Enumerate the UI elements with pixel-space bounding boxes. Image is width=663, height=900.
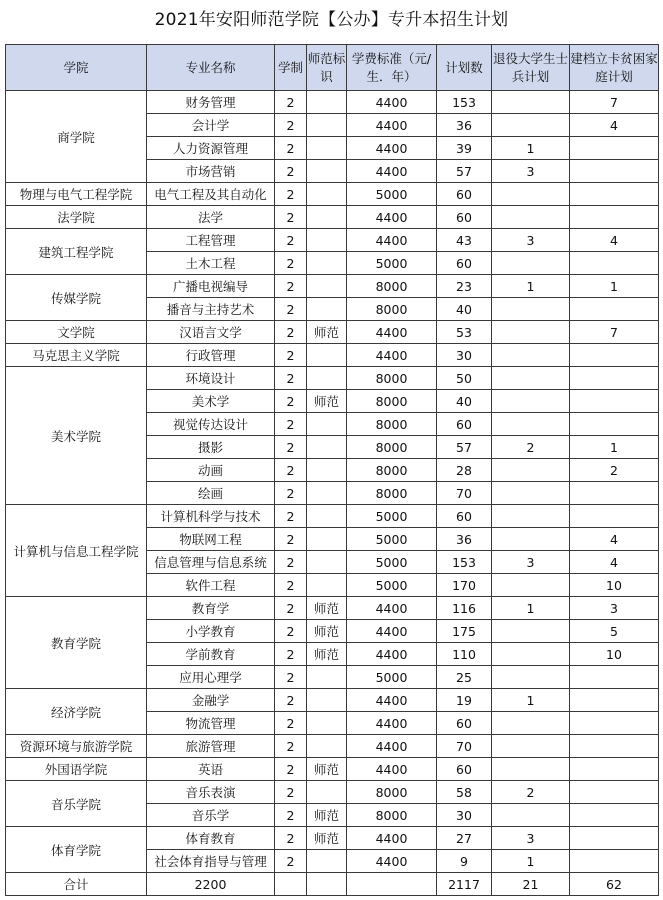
major-cell: 摄影 <box>147 436 275 459</box>
header-plan: 计划数 <box>437 45 492 91</box>
total-count: 2200 <box>147 873 275 896</box>
fee-cell: 4400 <box>347 643 437 666</box>
poor-family-plan-cell <box>570 137 659 160</box>
fee-cell: 4400 <box>347 91 437 114</box>
poor-family-plan-cell: 3 <box>570 597 659 620</box>
college-cell: 外国语学院 <box>6 758 147 781</box>
fee-cell: 5000 <box>347 666 437 689</box>
college-cell: 商学院 <box>6 91 147 183</box>
table-row <box>6 91 659 114</box>
normal-flag-cell: 师范 <box>307 390 347 413</box>
plan-cell: 57 <box>437 160 492 183</box>
college-cell: 计算机与信息工程学院 <box>6 505 147 597</box>
table-row <box>6 505 659 528</box>
years-cell: 2 <box>275 850 307 873</box>
veteran-plan-cell <box>492 735 570 758</box>
fee-cell: 4400 <box>347 712 437 735</box>
years-cell: 2 <box>275 436 307 459</box>
veteran-plan-cell <box>492 183 570 206</box>
table-row <box>6 689 659 712</box>
poor-family-plan-cell <box>570 666 659 689</box>
fee-cell: 5000 <box>347 574 437 597</box>
major-cell: 旅游管理 <box>147 735 275 758</box>
poor-family-plan-cell <box>570 206 659 229</box>
normal-flag-cell <box>307 712 347 735</box>
plan-cell: 60 <box>437 712 492 735</box>
poor-family-plan-cell <box>570 390 659 413</box>
college-cell: 美术学院 <box>6 367 147 505</box>
fee-cell: 4400 <box>347 160 437 183</box>
normal-flag-cell: 师范 <box>307 597 347 620</box>
plan-cell: 28 <box>437 459 492 482</box>
plan-cell: 40 <box>437 298 492 321</box>
major-cell: 教育学 <box>147 597 275 620</box>
poor-family-plan-cell <box>570 252 659 275</box>
fee-cell: 8000 <box>347 482 437 505</box>
veteran-plan-cell: 3 <box>492 551 570 574</box>
total-row <box>6 873 659 896</box>
college-cell: 法学院 <box>6 206 147 229</box>
normal-flag-cell <box>307 735 347 758</box>
major-cell: 电气工程及其自动化 <box>147 183 275 206</box>
major-cell: 学前教育 <box>147 643 275 666</box>
normal-flag-cell: 师范 <box>307 643 347 666</box>
veteran-plan-cell <box>492 114 570 137</box>
plan-cell: 60 <box>437 413 492 436</box>
poor-family-plan-cell <box>570 781 659 804</box>
normal-flag-cell <box>307 574 347 597</box>
fee-cell: 4400 <box>347 850 437 873</box>
poor-family-plan-cell: 1 <box>570 275 659 298</box>
poor-family-plan-cell <box>570 505 659 528</box>
years-cell: 2 <box>275 689 307 712</box>
major-cell: 软件工程 <box>147 574 275 597</box>
years-cell: 2 <box>275 275 307 298</box>
poor-family-plan-cell <box>570 482 659 505</box>
fee-cell: 8000 <box>347 436 437 459</box>
poor-family-plan-cell: 4 <box>570 114 659 137</box>
years-cell: 2 <box>275 643 307 666</box>
major-cell: 金融学 <box>147 689 275 712</box>
poor-family-plan-cell: 4 <box>570 229 659 252</box>
poor-family-plan-cell <box>570 850 659 873</box>
fee-cell: 4400 <box>347 206 437 229</box>
years-cell: 2 <box>275 620 307 643</box>
veteran-plan-cell: 1 <box>492 275 570 298</box>
veteran-plan-cell: 1 <box>492 137 570 160</box>
total-fee <box>347 873 437 896</box>
major-cell: 社会体育指导与管理 <box>147 850 275 873</box>
veteran-plan-cell <box>492 367 570 390</box>
years-cell: 2 <box>275 597 307 620</box>
veteran-plan-cell: 2 <box>492 436 570 459</box>
normal-flag-cell <box>307 413 347 436</box>
years-cell: 2 <box>275 735 307 758</box>
years-cell: 2 <box>275 321 307 344</box>
poor-family-plan-cell <box>570 735 659 758</box>
plan-cell: 40 <box>437 390 492 413</box>
years-cell: 2 <box>275 459 307 482</box>
normal-flag-cell <box>307 551 347 574</box>
veteran-plan-cell: 3 <box>492 827 570 850</box>
plan-cell: 60 <box>437 252 492 275</box>
years-cell: 2 <box>275 781 307 804</box>
veteran-plan-cell <box>492 666 570 689</box>
years-cell: 2 <box>275 804 307 827</box>
major-cell: 会计学 <box>147 114 275 137</box>
normal-flag-cell <box>307 206 347 229</box>
years-cell: 2 <box>275 229 307 252</box>
table-row <box>6 206 659 229</box>
header-normal: 师范标识 <box>307 45 347 91</box>
fee-cell: 4400 <box>347 620 437 643</box>
fee-cell: 5000 <box>347 505 437 528</box>
header-major: 专业名称 <box>147 45 275 91</box>
fee-cell: 4400 <box>347 735 437 758</box>
enrollment-table <box>5 44 659 896</box>
years-cell: 2 <box>275 160 307 183</box>
major-cell: 应用心理学 <box>147 666 275 689</box>
plan-cell: 50 <box>437 367 492 390</box>
fee-cell: 4400 <box>347 344 437 367</box>
college-cell: 教育学院 <box>6 597 147 689</box>
header-college: 学院 <box>6 45 147 91</box>
years-cell: 2 <box>275 298 307 321</box>
table-row <box>6 344 659 367</box>
college-cell: 传媒学院 <box>6 275 147 321</box>
major-cell: 物流管理 <box>147 712 275 735</box>
plan-cell: 9 <box>437 850 492 873</box>
plan-cell: 39 <box>437 137 492 160</box>
plan-cell: 60 <box>437 183 492 206</box>
years-cell: 2 <box>275 344 307 367</box>
plan-cell: 153 <box>437 551 492 574</box>
normal-flag-cell <box>307 528 347 551</box>
veteran-plan-cell: 2 <box>492 781 570 804</box>
poor-family-plan-cell: 7 <box>570 321 659 344</box>
veteran-plan-cell <box>492 91 570 114</box>
normal-flag-cell: 师范 <box>307 758 347 781</box>
major-cell: 信息管理与信息系统 <box>147 551 275 574</box>
normal-flag-cell <box>307 436 347 459</box>
fee-cell: 4400 <box>347 137 437 160</box>
plan-cell: 27 <box>437 827 492 850</box>
normal-flag-cell <box>307 459 347 482</box>
plan-cell: 30 <box>437 804 492 827</box>
plan-cell: 60 <box>437 206 492 229</box>
fee-cell: 4400 <box>347 758 437 781</box>
poor-family-plan-cell <box>570 758 659 781</box>
normal-flag-cell: 师范 <box>307 827 347 850</box>
years-cell: 2 <box>275 666 307 689</box>
normal-flag-cell <box>307 367 347 390</box>
college-cell: 马克思主义学院 <box>6 344 147 367</box>
table-row <box>6 275 659 298</box>
normal-flag-cell <box>307 275 347 298</box>
fee-cell: 8000 <box>347 781 437 804</box>
years-cell: 2 <box>275 137 307 160</box>
fee-cell: 4400 <box>347 827 437 850</box>
poor-family-plan-cell: 10 <box>570 574 659 597</box>
normal-flag-cell <box>307 689 347 712</box>
plan-cell: 70 <box>437 482 492 505</box>
veteran-plan-cell <box>492 528 570 551</box>
plan-cell: 58 <box>437 781 492 804</box>
college-cell: 建筑工程学院 <box>6 229 147 275</box>
veteran-plan-cell: 3 <box>492 160 570 183</box>
plan-cell: 57 <box>437 436 492 459</box>
college-cell: 资源环境与旅游学院 <box>6 735 147 758</box>
fee-cell: 4400 <box>347 114 437 137</box>
major-cell: 环境设计 <box>147 367 275 390</box>
major-cell: 法学 <box>147 206 275 229</box>
poor-family-plan-cell <box>570 367 659 390</box>
normal-flag-cell <box>307 666 347 689</box>
years-cell: 2 <box>275 91 307 114</box>
years-cell: 2 <box>275 574 307 597</box>
veteran-plan-cell <box>492 482 570 505</box>
major-cell: 音乐学 <box>147 804 275 827</box>
normal-flag-cell <box>307 183 347 206</box>
major-cell: 土木工程 <box>147 252 275 275</box>
plan-cell: 25 <box>437 666 492 689</box>
fee-cell: 5000 <box>347 528 437 551</box>
poor-family-plan-cell <box>570 413 659 436</box>
fee-cell: 8000 <box>347 390 437 413</box>
normal-flag-cell <box>307 850 347 873</box>
major-cell: 人力资源管理 <box>147 137 275 160</box>
years-cell: 2 <box>275 712 307 735</box>
table-body <box>6 91 659 896</box>
years-cell: 2 <box>275 482 307 505</box>
years-cell: 2 <box>275 827 307 850</box>
poor-family-plan-cell <box>570 160 659 183</box>
veteran-plan-cell: 1 <box>492 597 570 620</box>
years-cell: 2 <box>275 551 307 574</box>
college-cell: 音乐学院 <box>6 781 147 827</box>
fee-cell: 4400 <box>347 597 437 620</box>
major-cell: 播音与主持艺术 <box>147 298 275 321</box>
normal-flag-cell: 师范 <box>307 321 347 344</box>
fee-cell: 5000 <box>347 551 437 574</box>
page-title: 2021年安阳师范学院【公办】专升本招生计划 <box>154 10 509 30</box>
plan-cell: 153 <box>437 91 492 114</box>
plan-cell: 36 <box>437 114 492 137</box>
table-row <box>6 183 659 206</box>
normal-flag-cell <box>307 137 347 160</box>
table-row <box>6 827 659 850</box>
poor-family-plan-cell <box>570 344 659 367</box>
fee-cell: 5000 <box>347 183 437 206</box>
poor-family-plan-cell: 10 <box>570 643 659 666</box>
veteran-plan-cell <box>492 252 570 275</box>
years-cell: 2 <box>275 413 307 436</box>
total-plan: 2117 <box>437 873 492 896</box>
total-years <box>275 873 307 896</box>
veteran-plan-cell <box>492 344 570 367</box>
fee-cell: 8000 <box>347 275 437 298</box>
plan-cell: 116 <box>437 597 492 620</box>
total-poor: 62 <box>570 873 659 896</box>
major-cell: 汉语言文学 <box>147 321 275 344</box>
normal-flag-cell <box>307 781 347 804</box>
normal-flag-cell <box>307 91 347 114</box>
veteran-plan-cell <box>492 643 570 666</box>
header-fee: 学费标准（元/生．年） <box>347 45 437 91</box>
years-cell: 2 <box>275 206 307 229</box>
poor-family-plan-cell <box>570 827 659 850</box>
veteran-plan-cell <box>492 804 570 827</box>
plan-cell: 60 <box>437 758 492 781</box>
years-cell: 2 <box>275 252 307 275</box>
table-row <box>6 597 659 620</box>
total-veteran: 21 <box>492 873 570 896</box>
veteran-plan-cell <box>492 321 570 344</box>
major-cell: 动画 <box>147 459 275 482</box>
plan-cell: 70 <box>437 735 492 758</box>
table-row <box>6 735 659 758</box>
table-row <box>6 781 659 804</box>
fee-cell: 8000 <box>347 804 437 827</box>
table-row <box>6 229 659 252</box>
major-cell: 音乐表演 <box>147 781 275 804</box>
veteran-plan-cell <box>492 758 570 781</box>
normal-flag-cell <box>307 505 347 528</box>
plan-cell: 175 <box>437 620 492 643</box>
table-row <box>6 321 659 344</box>
years-cell: 2 <box>275 758 307 781</box>
fee-cell: 4400 <box>347 229 437 252</box>
fee-cell: 8000 <box>347 298 437 321</box>
major-cell: 广播电视编导 <box>147 275 275 298</box>
veteran-plan-cell: 1 <box>492 689 570 712</box>
poor-family-plan-cell <box>570 712 659 735</box>
major-cell: 物联网工程 <box>147 528 275 551</box>
poor-family-plan-cell <box>570 298 659 321</box>
major-cell: 体育教育 <box>147 827 275 850</box>
poor-family-plan-cell: 2 <box>570 459 659 482</box>
poor-family-plan-cell <box>570 804 659 827</box>
major-cell: 财务管理 <box>147 91 275 114</box>
veteran-plan-cell <box>492 298 570 321</box>
poor-family-plan-cell <box>570 183 659 206</box>
years-cell: 2 <box>275 183 307 206</box>
major-cell: 视觉传达设计 <box>147 413 275 436</box>
college-cell: 经济学院 <box>6 689 147 735</box>
veteran-plan-cell <box>492 206 570 229</box>
normal-flag-cell <box>307 482 347 505</box>
poor-family-plan-cell <box>570 689 659 712</box>
major-cell: 行政管理 <box>147 344 275 367</box>
veteran-plan-cell <box>492 413 570 436</box>
veteran-plan-cell: 3 <box>492 229 570 252</box>
table-row <box>6 758 659 781</box>
veteran-plan-cell <box>492 620 570 643</box>
normal-flag-cell <box>307 229 347 252</box>
years-cell: 2 <box>275 505 307 528</box>
plan-cell: 36 <box>437 528 492 551</box>
fee-cell: 4400 <box>347 689 437 712</box>
plan-cell: 170 <box>437 574 492 597</box>
fee-cell: 8000 <box>347 367 437 390</box>
veteran-plan-cell <box>492 574 570 597</box>
plan-cell: 43 <box>437 229 492 252</box>
poor-family-plan-cell: 4 <box>570 551 659 574</box>
college-cell: 体育学院 <box>6 827 147 873</box>
fee-cell: 8000 <box>347 413 437 436</box>
major-cell: 计算机科学与技术 <box>147 505 275 528</box>
header-row <box>6 45 659 91</box>
fee-cell: 4400 <box>347 321 437 344</box>
years-cell: 2 <box>275 390 307 413</box>
normal-flag-cell <box>307 252 347 275</box>
plan-cell: 23 <box>437 275 492 298</box>
plan-cell: 53 <box>437 321 492 344</box>
normal-flag-cell: 师范 <box>307 804 347 827</box>
major-cell: 美术学 <box>147 390 275 413</box>
total-label: 合计 <box>6 873 147 896</box>
fee-cell: 5000 <box>347 252 437 275</box>
major-cell: 工程管理 <box>147 229 275 252</box>
veteran-plan-cell: 1 <box>492 850 570 873</box>
poor-family-plan-cell: 7 <box>570 91 659 114</box>
header-years: 学制 <box>275 45 307 91</box>
veteran-plan-cell <box>492 505 570 528</box>
plan-cell: 19 <box>437 689 492 712</box>
header-veteran: 退役大学生士兵计划 <box>492 45 570 91</box>
major-cell: 绘画 <box>147 482 275 505</box>
veteran-plan-cell <box>492 459 570 482</box>
major-cell: 小学教育 <box>147 620 275 643</box>
major-cell: 市场营销 <box>147 160 275 183</box>
table-row <box>6 367 659 390</box>
normal-flag-cell <box>307 344 347 367</box>
normal-flag-cell <box>307 298 347 321</box>
veteran-plan-cell <box>492 712 570 735</box>
college-cell: 文学院 <box>6 321 147 344</box>
poor-family-plan-cell: 1 <box>570 436 659 459</box>
normal-flag-cell <box>307 114 347 137</box>
plan-cell: 110 <box>437 643 492 666</box>
plan-cell: 30 <box>437 344 492 367</box>
major-cell: 英语 <box>147 758 275 781</box>
years-cell: 2 <box>275 528 307 551</box>
header-poor: 建档立卡贫困家庭计划 <box>570 45 659 91</box>
normal-flag-cell: 师范 <box>307 620 347 643</box>
college-cell: 物理与电气工程学院 <box>6 183 147 206</box>
years-cell: 2 <box>275 114 307 137</box>
plan-cell: 60 <box>437 505 492 528</box>
fee-cell: 8000 <box>347 459 437 482</box>
veteran-plan-cell <box>492 390 570 413</box>
normal-flag-cell <box>307 160 347 183</box>
total-normal <box>307 873 347 896</box>
years-cell: 2 <box>275 367 307 390</box>
poor-family-plan-cell: 5 <box>570 620 659 643</box>
poor-family-plan-cell: 4 <box>570 528 659 551</box>
